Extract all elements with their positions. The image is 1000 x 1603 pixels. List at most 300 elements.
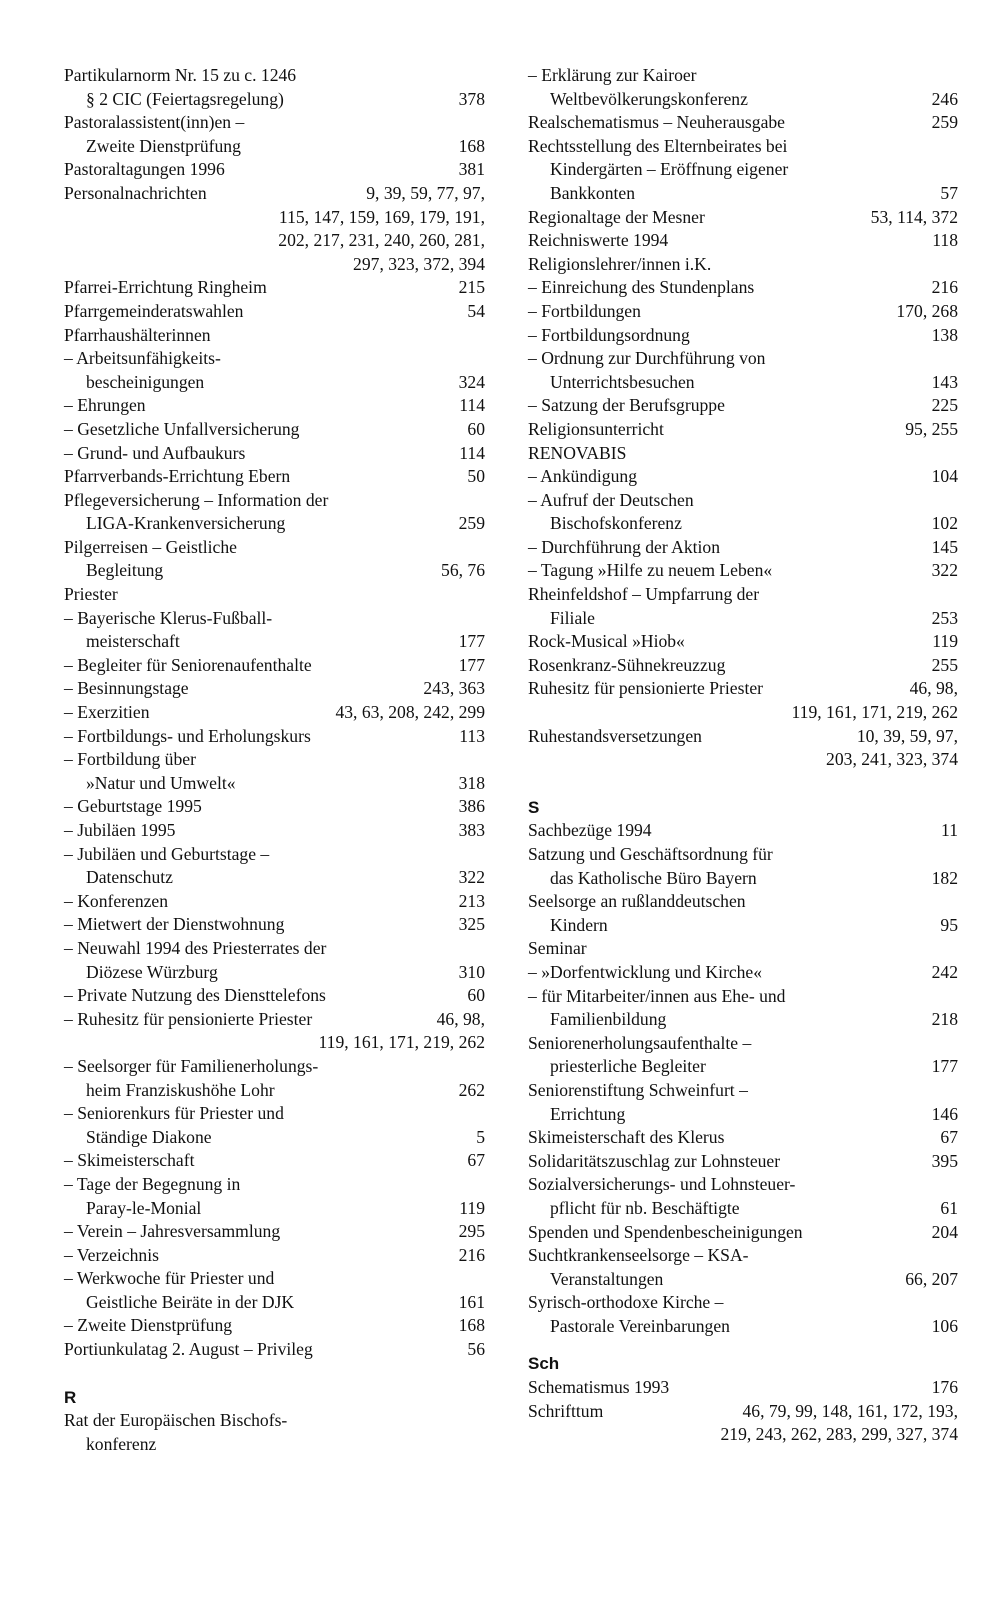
index-line xyxy=(64,630,485,654)
page-references: 322 xyxy=(931,560,958,581)
index-entry xyxy=(528,135,958,206)
page-references: 60 xyxy=(467,418,485,439)
index-line xyxy=(64,1409,485,1433)
page-references: 215 xyxy=(458,277,485,298)
entry-term: – Skimeisterschaft xyxy=(64,1150,195,1171)
index-line xyxy=(528,182,958,206)
page-references: 119 xyxy=(459,1197,485,1218)
index-line xyxy=(64,866,485,890)
entry-term: Solidaritätszuschlag zur Lohnsteuer xyxy=(528,1150,781,1171)
index-line xyxy=(64,253,485,277)
entry-term: – Neuwahl 1994 des Priesterrates der xyxy=(64,937,327,958)
index-line xyxy=(528,1268,958,1292)
index-entry xyxy=(528,300,958,324)
index-line xyxy=(528,135,958,159)
index-line xyxy=(64,206,485,230)
page-references: 61 xyxy=(940,1197,958,1218)
entry-term: § 2 CIC (Feiertagsregelung) xyxy=(86,88,284,109)
index-entry xyxy=(528,985,958,1032)
index-entry xyxy=(528,276,958,300)
index-line xyxy=(528,371,958,395)
index-line xyxy=(528,158,958,182)
entry-term: Bankkonten xyxy=(550,182,636,203)
entry-term: LIGA-Krankenversicherung xyxy=(86,513,286,534)
index-line xyxy=(528,111,958,135)
page-references: 102 xyxy=(931,513,958,534)
index-entry xyxy=(64,1409,485,1456)
index-line xyxy=(528,1197,958,1221)
entry-term: – Jubiläen und Geburtstage – xyxy=(64,843,270,864)
page-references: 182 xyxy=(931,867,958,888)
entry-term: – Geburtstage 1995 xyxy=(64,796,202,817)
entry-term: – Verzeichnis xyxy=(64,1244,159,1265)
page-references: 53, 114, 372 xyxy=(870,206,958,227)
page-references: 43, 63, 208, 242, 299 xyxy=(335,702,485,723)
page-references: 11 xyxy=(941,820,958,841)
entry-term: – Fortbildung über xyxy=(64,749,196,770)
index-entry xyxy=(64,843,485,890)
page-references: 325 xyxy=(458,914,485,935)
entry-term: – Seelsorger für Familienerholungs- xyxy=(64,1055,319,1076)
index-entry xyxy=(528,394,958,418)
entry-term: – Exerzitien xyxy=(64,702,150,723)
index-line xyxy=(528,819,958,843)
index-entry xyxy=(528,111,958,135)
index-line xyxy=(528,725,958,749)
page-references: 145 xyxy=(931,536,958,557)
index-entry xyxy=(64,442,485,466)
entry-term: RENOVABIS xyxy=(528,442,627,463)
index-entry xyxy=(528,843,958,890)
index-line xyxy=(528,583,958,607)
index-line xyxy=(528,1103,958,1127)
index-line xyxy=(528,607,958,631)
entry-term: Datenschutz xyxy=(86,867,173,888)
index-entry xyxy=(528,347,958,394)
left-index-column xyxy=(64,64,485,1456)
index-line xyxy=(64,418,485,442)
page-references: 57 xyxy=(940,182,958,203)
page-references: 54 xyxy=(467,300,485,321)
entry-term: Suchtkrankenseelsorge – KSA- xyxy=(528,1245,749,1266)
page-references: 170, 268 xyxy=(896,300,958,321)
index-line xyxy=(64,1149,485,1173)
index-line xyxy=(64,984,485,1008)
index-entry xyxy=(64,654,485,678)
page-references: 46, 79, 99, 148, 161, 172, 193, xyxy=(742,1400,958,1421)
entry-term: Diözese Würzburg xyxy=(86,961,218,982)
entry-term: Seniorenerholungsaufenthalte – xyxy=(528,1032,752,1053)
entry-term: Pfarrhaushälterinnen xyxy=(64,324,211,345)
index-entry xyxy=(528,442,958,466)
entry-term: Unterrichtsbesuchen xyxy=(550,371,695,392)
index-entry xyxy=(64,607,485,654)
page-references: 218 xyxy=(931,1009,958,1030)
index-entry xyxy=(64,182,485,276)
page-references: 56, 76 xyxy=(441,560,485,581)
index-line xyxy=(64,1102,485,1126)
index-line xyxy=(64,111,485,135)
index-line xyxy=(528,1032,958,1056)
entry-term: Kindern xyxy=(550,914,608,935)
index-entry xyxy=(528,253,958,277)
index-line xyxy=(528,1008,958,1032)
page-references: 203, 241, 323, 374 xyxy=(826,749,958,770)
index-entry xyxy=(64,347,485,394)
index-entry xyxy=(64,583,485,607)
index-line xyxy=(528,276,958,300)
entry-term: Schematismus 1993 xyxy=(528,1377,670,1398)
index-line xyxy=(64,489,485,513)
entry-term: Ständige Diakone xyxy=(86,1126,212,1147)
index-entry xyxy=(528,465,958,489)
entry-term: priesterliche Begleiter xyxy=(550,1056,706,1077)
entry-term: Errichtung xyxy=(550,1103,626,1124)
index-entry xyxy=(528,937,958,961)
index-entry xyxy=(528,418,958,442)
index-entry xyxy=(64,276,485,300)
page-references: 324 xyxy=(458,371,485,392)
page-references: 95, 255 xyxy=(905,418,958,439)
entry-term: Pastoraltagungen 1996 xyxy=(64,159,225,180)
index-line xyxy=(528,1126,958,1150)
entry-term: – Konferenzen xyxy=(64,890,169,911)
index-line xyxy=(64,324,485,348)
index-entry xyxy=(64,1267,485,1314)
index-line xyxy=(528,418,958,442)
page-references: 146 xyxy=(931,1103,958,1124)
page-references: 225 xyxy=(931,395,958,416)
entry-term: Pilgerreisen – Geistliche xyxy=(64,536,237,557)
index-line xyxy=(64,182,485,206)
index-entry xyxy=(64,937,485,984)
entry-term: Reichniswerte 1994 xyxy=(528,230,669,251)
index-entry xyxy=(64,1338,485,1362)
index-entry xyxy=(64,489,485,536)
entry-term: das Katholische Büro Bayern xyxy=(550,867,757,888)
entry-term: Familienbildung xyxy=(550,1009,667,1030)
page-references: 202, 217, 231, 240, 260, 281, xyxy=(278,230,485,251)
index-entry xyxy=(64,158,485,182)
entry-term: – Werkwoche für Priester und xyxy=(64,1268,275,1289)
entry-term: – Bayerische Klerus-Fußball- xyxy=(64,607,273,628)
index-line xyxy=(528,748,958,772)
entry-term: – Grund- und Aufbaukurs xyxy=(64,442,246,463)
page-references: 310 xyxy=(458,961,485,982)
index-line xyxy=(64,677,485,701)
index-line xyxy=(528,630,958,654)
page-references: 119 xyxy=(932,631,958,652)
index-entry xyxy=(528,725,958,772)
index-entry xyxy=(64,819,485,843)
page-references: 216 xyxy=(931,277,958,298)
index-entry xyxy=(528,559,958,583)
entry-term: Spenden und Spendenbescheinigungen xyxy=(528,1221,803,1242)
index-entry xyxy=(64,300,485,324)
index-line xyxy=(64,1267,485,1291)
index-line xyxy=(64,701,485,725)
index-entry xyxy=(528,324,958,348)
entry-term: Regionaltage der Mesner xyxy=(528,206,705,227)
index-line xyxy=(64,1173,485,1197)
index-line xyxy=(528,654,958,678)
page-references: 50 xyxy=(467,466,485,487)
index-entry xyxy=(64,111,485,158)
entry-term: »Natur und Umwelt« xyxy=(86,772,236,793)
entry-term: – Fortbildungen xyxy=(528,300,641,321)
index-line xyxy=(64,1314,485,1338)
index-entry xyxy=(64,536,485,583)
index-line xyxy=(64,1079,485,1103)
entry-term: Seniorenstiftung Schweinfurt – xyxy=(528,1079,748,1100)
entry-term: Pastorale Vereinbarungen xyxy=(550,1315,730,1336)
index-line xyxy=(64,465,485,489)
index-line xyxy=(64,135,485,159)
index-entry xyxy=(64,984,485,1008)
index-line xyxy=(64,559,485,583)
index-line xyxy=(64,442,485,466)
index-entry xyxy=(528,229,958,253)
index-line xyxy=(64,583,485,607)
page-references: 104 xyxy=(931,466,958,487)
index-line xyxy=(64,1008,485,1032)
page-references: 386 xyxy=(458,796,485,817)
index-line xyxy=(64,1220,485,1244)
index-line xyxy=(528,1423,958,1447)
entry-term: Seelsorge an rußlanddeutschen xyxy=(528,891,746,912)
page-references: 378 xyxy=(458,88,485,109)
page-references: 161 xyxy=(458,1291,485,1312)
index-line xyxy=(528,1244,958,1268)
index-line xyxy=(528,1376,958,1400)
page-references: 168 xyxy=(458,135,485,156)
index-entry xyxy=(64,465,485,489)
index-line xyxy=(528,324,958,348)
page-references: 219, 243, 262, 283, 299, 327, 374 xyxy=(720,1424,958,1445)
index-line xyxy=(64,394,485,418)
index-line xyxy=(528,300,958,324)
index-line xyxy=(528,64,958,88)
index-line xyxy=(528,559,958,583)
page-references: 10, 39, 59, 97, xyxy=(856,725,958,746)
entry-term: Veranstaltungen xyxy=(550,1268,664,1289)
page-references: 46, 98, xyxy=(909,678,958,699)
index-line xyxy=(528,843,958,867)
index-entry xyxy=(528,1291,958,1338)
entry-term: Portiunkulatag 2. August – Privileg xyxy=(64,1339,313,1360)
index-line xyxy=(64,961,485,985)
page-references: 143 xyxy=(931,371,958,392)
index-entry xyxy=(64,913,485,937)
index-line xyxy=(528,1055,958,1079)
index-line xyxy=(528,253,958,277)
entry-term: Filiale xyxy=(550,607,595,628)
entry-term: – Aufruf der Deutschen xyxy=(528,489,694,510)
index-line xyxy=(64,607,485,631)
page-references: 216 xyxy=(458,1244,485,1265)
entry-term: Geistliche Beiräte in der DJK xyxy=(86,1291,295,1312)
page-references: 383 xyxy=(458,820,485,840)
index-line xyxy=(64,843,485,867)
entry-term: Weltbevölkerungskonferenz xyxy=(550,88,748,109)
index-line xyxy=(64,229,485,253)
page-references: 67 xyxy=(467,1150,485,1171)
index-entry xyxy=(528,583,958,630)
index-line xyxy=(64,1291,485,1315)
index-line xyxy=(528,394,958,418)
entry-term: – Fortbildungs- und Erholungskurs xyxy=(64,725,311,746)
index-entry xyxy=(528,1400,958,1447)
index-entry xyxy=(528,654,958,678)
index-entry xyxy=(528,819,958,843)
page-references: 318 xyxy=(458,772,485,793)
page-references: 119, 161, 171, 219, 262 xyxy=(318,1032,485,1053)
entry-term: Pfarrverbands-Errichtung Ebern xyxy=(64,466,291,487)
entry-term: Satzung und Geschäftsordnung für xyxy=(528,844,773,864)
entry-term: Zweite Dienstprüfung xyxy=(86,135,241,156)
entry-term: Bischofskonferenz xyxy=(550,513,682,534)
entry-term: Ruhestandsversetzungen xyxy=(528,725,702,746)
entry-term: Rosenkranz-Sühnekreuzzug xyxy=(528,654,726,675)
entry-term: Ruhesitz für pensionierte Priester xyxy=(528,678,764,699)
index-line xyxy=(64,371,485,395)
page-references: 395 xyxy=(931,1150,958,1171)
entry-term: – Mietwert der Dienstwohnung xyxy=(64,914,285,935)
index-line xyxy=(64,1433,485,1457)
index-entry xyxy=(528,1376,958,1400)
index-line xyxy=(528,985,958,1009)
page-references: 204 xyxy=(931,1221,958,1242)
index-entry xyxy=(528,961,958,985)
index-line xyxy=(64,64,485,88)
index-line xyxy=(528,961,958,985)
index-line xyxy=(528,88,958,112)
index-line xyxy=(528,206,958,230)
entry-term: – Seniorenkurs für Priester und xyxy=(64,1103,284,1124)
index-entry xyxy=(528,1173,958,1220)
page-references: 255 xyxy=(931,654,958,675)
index-line xyxy=(528,677,958,701)
entry-term: Priester xyxy=(64,584,118,605)
section-letter-heading: Sch xyxy=(528,1354,560,1374)
entry-term: konferenz xyxy=(86,1433,157,1454)
index-entry xyxy=(64,394,485,418)
page-references: 295 xyxy=(458,1221,485,1242)
entry-term: – Tage der Begegnung in xyxy=(64,1173,241,1194)
entry-term: meisterschaft xyxy=(86,631,180,652)
page-references: 56 xyxy=(467,1339,485,1360)
page-references: 9, 39, 59, 77, 97, xyxy=(366,182,485,203)
page-references: 262 xyxy=(458,1079,485,1100)
index-line xyxy=(528,867,958,891)
entry-term: – Besinnungstage xyxy=(64,678,189,699)
entry-term: – Begleiter für Seniorenaufenthalte xyxy=(64,654,312,675)
page-references: 322 xyxy=(458,867,485,888)
page-references: 213 xyxy=(458,890,485,911)
page-references: 138 xyxy=(931,324,958,345)
page-references: 113 xyxy=(459,725,485,746)
index-entry xyxy=(64,418,485,442)
entry-term: Religionslehrer/innen i.K. xyxy=(528,253,712,274)
index-line xyxy=(528,914,958,938)
index-line xyxy=(528,1291,958,1315)
index-entry xyxy=(528,1126,958,1150)
page-references: 168 xyxy=(458,1315,485,1336)
index-entry xyxy=(64,64,485,111)
index-entry xyxy=(528,1150,958,1174)
index-line xyxy=(64,654,485,678)
entry-term: Pflegeversicherung – Information der xyxy=(64,489,329,510)
entry-term: Sozialversicherungs- und Lohnsteuer- xyxy=(528,1174,796,1195)
section-letter-heading: R xyxy=(64,1387,77,1407)
page-references: 381 xyxy=(458,159,485,180)
index-line xyxy=(64,748,485,772)
index-line xyxy=(64,819,485,843)
index-line xyxy=(64,1126,485,1150)
entry-term: – Ankündigung xyxy=(528,466,637,487)
entry-term: pflicht für nb. Beschäftigte xyxy=(550,1197,740,1218)
entry-term: Sachbezüge 1994 xyxy=(528,820,652,841)
entry-term: – Private Nutzung des Diensttelefons xyxy=(64,985,326,1006)
entry-term: – Jubiläen 1995 xyxy=(64,820,176,840)
index-entry xyxy=(64,1314,485,1338)
page-references: 114 xyxy=(459,442,485,463)
index-line xyxy=(64,890,485,914)
entry-term: Seminar xyxy=(528,938,587,959)
index-line xyxy=(528,1221,958,1245)
index-line xyxy=(528,1315,958,1339)
entry-term: Rechtsstellung des Elternbeirates bei xyxy=(528,135,788,156)
entry-term: – Zweite Dienstprüfung xyxy=(64,1315,233,1336)
entry-term: Rock-Musical »Hiob« xyxy=(528,631,685,652)
entry-term: Begleitung xyxy=(86,560,164,581)
index-entry xyxy=(528,536,958,560)
entry-term: – Satzung der Berufsgruppe xyxy=(528,395,725,416)
index-entry xyxy=(64,748,485,795)
entry-term: – für Mitarbeiter/innen aus Ehe- und xyxy=(528,985,786,1006)
index-line xyxy=(64,1055,485,1079)
entry-term: – Ordnung zur Durchführung von xyxy=(528,348,766,369)
index-entry xyxy=(64,701,485,725)
index-line xyxy=(528,701,958,725)
entry-term: – Verein – Jahresversammlung xyxy=(64,1221,281,1242)
section-letter-heading: S xyxy=(528,797,540,817)
entry-term: Skimeisterschaft des Klerus xyxy=(528,1127,725,1148)
page-references: 253 xyxy=(931,607,958,628)
index-line xyxy=(64,88,485,112)
entry-term: – Gesetzliche Unfallversicherung xyxy=(64,418,300,439)
entry-term: Pfarrgemeinderatswahlen xyxy=(64,300,244,321)
entry-term: Schrifttum xyxy=(528,1400,604,1421)
index-line xyxy=(64,276,485,300)
index-entry xyxy=(64,795,485,819)
index-line xyxy=(64,512,485,536)
index-line xyxy=(528,512,958,536)
index-line xyxy=(64,1244,485,1268)
page-references: 242 xyxy=(931,961,958,982)
index-entry xyxy=(64,324,485,348)
index-entry xyxy=(528,64,958,111)
index-line xyxy=(528,1150,958,1174)
entry-term: – Ruhesitz für pensionierte Priester xyxy=(64,1008,313,1029)
entry-term: – Fortbildungsordnung xyxy=(528,324,690,345)
index-line xyxy=(64,300,485,324)
index-line xyxy=(64,725,485,749)
index-line xyxy=(64,795,485,819)
index-line xyxy=(64,937,485,961)
index-entry xyxy=(64,1173,485,1220)
page-references: 115, 147, 159, 169, 179, 191, xyxy=(278,206,485,227)
